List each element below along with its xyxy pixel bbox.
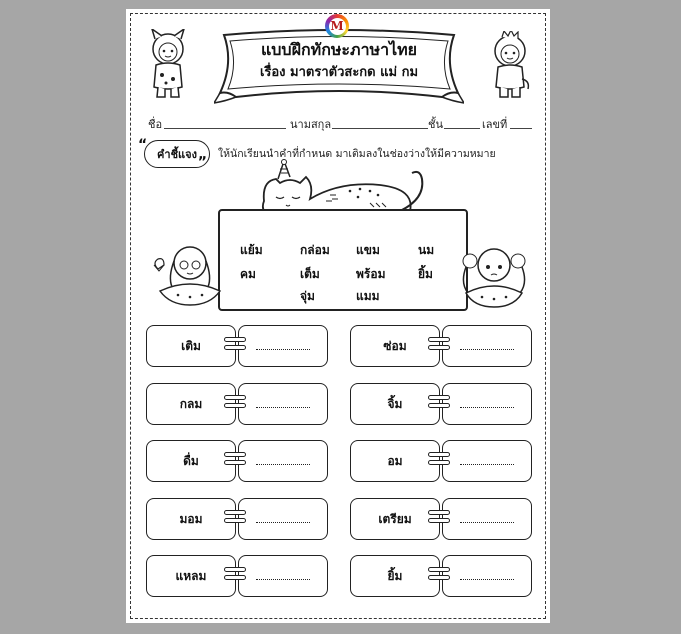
- answer-blank-line[interactable]: [256, 464, 310, 465]
- exercise-row-left: [146, 440, 330, 482]
- girl-with-watermelon-right-illustration: [456, 243, 532, 313]
- exercise-row-left: [146, 555, 330, 597]
- word-bank-item: เต็ม: [300, 267, 320, 281]
- answer-blank-line[interactable]: [460, 349, 514, 350]
- word-bank-item: กล่อม: [300, 243, 330, 257]
- answer-box[interactable]: [442, 440, 532, 482]
- word-bank-item: แขม: [356, 243, 380, 257]
- worksheet-page: [126, 9, 550, 623]
- connector-icon: [428, 337, 450, 353]
- page-title: แบบฝึกทักษะภาษาไทย: [260, 40, 418, 59]
- answer-blank-line[interactable]: [256, 522, 310, 523]
- answer-blank-line[interactable]: [256, 407, 310, 408]
- word-bank-item: ยิ้ม: [418, 267, 433, 281]
- answer-blank-line[interactable]: [460, 464, 514, 465]
- surname-field[interactable]: [332, 128, 428, 129]
- connector-icon: [224, 510, 246, 526]
- class-field[interactable]: [444, 128, 480, 129]
- word-bank-item: พร้อม: [356, 267, 386, 281]
- given-word-box: ดื่ม: [146, 440, 236, 482]
- exercise-row-right: [350, 325, 534, 367]
- close-quote-mark: „: [198, 147, 208, 163]
- connector-icon: [224, 567, 246, 583]
- given-word-box: เตรียม: [350, 498, 440, 540]
- answer-box[interactable]: [442, 498, 532, 540]
- given-word-box: กลม: [146, 383, 236, 425]
- instruction-label-box: คำชี้แจง: [144, 140, 210, 168]
- given-word-box: มอม: [146, 498, 236, 540]
- answer-blank-line[interactable]: [460, 407, 514, 408]
- exercise-row-left: [146, 383, 330, 425]
- answer-box[interactable]: [442, 383, 532, 425]
- answer-box[interactable]: [238, 325, 328, 367]
- answer-blank-line[interactable]: [460, 579, 514, 580]
- word-bank-item: คม: [240, 267, 256, 281]
- answer-blank-line[interactable]: [256, 579, 310, 580]
- number-field[interactable]: [510, 128, 532, 129]
- answer-blank-line[interactable]: [460, 522, 514, 523]
- answer-box[interactable]: [442, 555, 532, 597]
- exercise-row-left: [146, 325, 330, 367]
- student-info-line: [126, 115, 550, 131]
- given-word-box: จิ้ม: [350, 383, 440, 425]
- answer-box[interactable]: [442, 325, 532, 367]
- given-word-box: อม: [350, 440, 440, 482]
- connector-icon: [428, 452, 450, 468]
- class-label: ชั้น: [428, 118, 443, 131]
- given-word-box: ซ่อม: [350, 325, 440, 367]
- word-bank-item: แมม: [356, 289, 380, 303]
- exercise-row-right: [350, 498, 534, 540]
- connector-icon: [428, 395, 450, 411]
- name-label: ชื่อ: [148, 118, 163, 131]
- connector-icon: [428, 510, 450, 526]
- kid-dino-costume-illustration: [488, 31, 532, 99]
- connector-icon: [428, 567, 450, 583]
- exercise-row-right: [350, 555, 534, 597]
- surname-label: นามสกุล: [290, 118, 332, 131]
- exercise-row-right: [350, 440, 534, 482]
- connector-icon: [224, 452, 246, 468]
- open-quote-mark: “: [138, 137, 148, 153]
- exercise-row-left: [146, 498, 330, 540]
- connector-icon: [224, 337, 246, 353]
- connector-icon: [224, 395, 246, 411]
- instruction-text: ให้นักเรียนนำคำที่กำหนด มาเติมลงในช่องว่างให้มีความหมาย: [218, 148, 496, 160]
- brand-logo: M: [325, 14, 349, 38]
- answer-box[interactable]: [238, 555, 328, 597]
- number-label: เลขที่: [482, 118, 508, 131]
- word-bank-item: จุ่ม: [300, 289, 315, 303]
- title-block: [224, 39, 454, 83]
- given-word-box: ยิ้ม: [350, 555, 440, 597]
- answer-box[interactable]: [238, 498, 328, 540]
- answer-box[interactable]: [238, 440, 328, 482]
- answer-blank-line[interactable]: [256, 349, 310, 350]
- name-field[interactable]: [164, 128, 286, 129]
- exercise-row-right: [350, 383, 534, 425]
- word-bank-item: แย้ม: [240, 243, 263, 257]
- page-subtitle: เรื่อง มาตราตัวสะกด แม่ กม: [259, 65, 419, 80]
- given-word-box: เติม: [146, 325, 236, 367]
- girl-with-watermelon-left-illustration: [150, 241, 226, 311]
- answer-box[interactable]: [238, 383, 328, 425]
- word-bank-box: [218, 209, 468, 311]
- word-bank-item: นม: [418, 243, 435, 257]
- given-word-box: แหลม: [146, 555, 236, 597]
- kid-cat-costume-illustration: [146, 29, 190, 99]
